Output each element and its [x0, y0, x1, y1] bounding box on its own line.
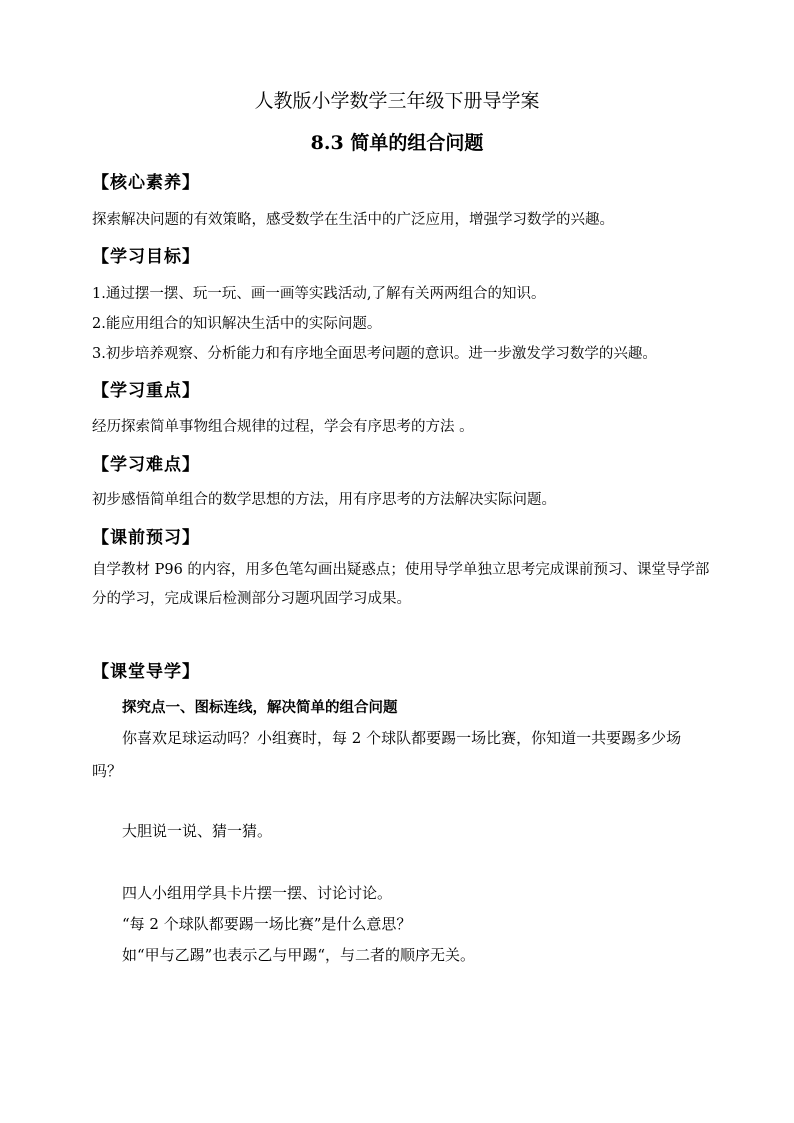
heading-preview: 【课前预习】	[92, 528, 200, 548]
core-literacy-text: 探索解决问题的有效策略，感受数学在生活中的广泛应用，增强学习数学的兴趣。	[92, 212, 614, 228]
lesson-title: 8.3 简单的组合问题	[310, 132, 484, 154]
heading-learning-goals: 【学习目标】	[92, 247, 200, 267]
heading-key-points: 【学习重点】	[92, 381, 200, 401]
group-activity: 四人小组用学具卡片摆一摆、讨论讨论。	[122, 884, 393, 902]
order-explanation: 如“甲与乙踢”也表示乙与甲踢“，与二者的顺序无关。	[122, 946, 476, 964]
guess-prompt: 大胆说一说、猜一猜。	[122, 822, 273, 840]
difficulties-text: 初步感悟简单组合的数学思想的方法，用有序思考的方法解决实际问题。	[92, 492, 556, 508]
heading-difficulties: 【学习难点】	[92, 455, 200, 475]
goal-item-1: 1.通过摆一摆、玩一玩、画一画等实践活动,了解有关两两组合的知识。	[92, 286, 546, 302]
key-points-text: 经历探索简单事物组合规律的过程，学会有序思考的方法 。	[92, 419, 474, 435]
meaning-question: “每 2 个球队都要踢一场比赛”是什么意思？	[122, 915, 412, 933]
heading-core-literacy: 【核心素养】	[92, 173, 200, 193]
goal-item-2: 2.能应用组合的知识解决生活中的实际问题。	[92, 316, 382, 332]
goal-item-3: 3.初步培养观察、分析能力和有序地全面思考问题的意识。进一步激发学习数学的兴趣。	[92, 346, 657, 362]
exploration-point-1: 探究点一、图标连线，解决简单的组合问题	[122, 699, 398, 716]
football-question: 你喜欢足球运动吗？小组赛时，每 2 个球队都要踢一场比赛，你知道一共要踢多少场吗？	[92, 729, 682, 780]
preview-text: 自学教材 P96 的内容，用多色笔勾画出疑惑点；使用导学单独立思考完成课前预习、课堂导学部分的学习，完成课后检测部分习题巩固学习成果。	[92, 562, 710, 607]
heading-classroom-guide: 【课堂导学】	[92, 662, 200, 682]
document-title: 人教版小学数学三年级下册导学案	[254, 90, 540, 112]
